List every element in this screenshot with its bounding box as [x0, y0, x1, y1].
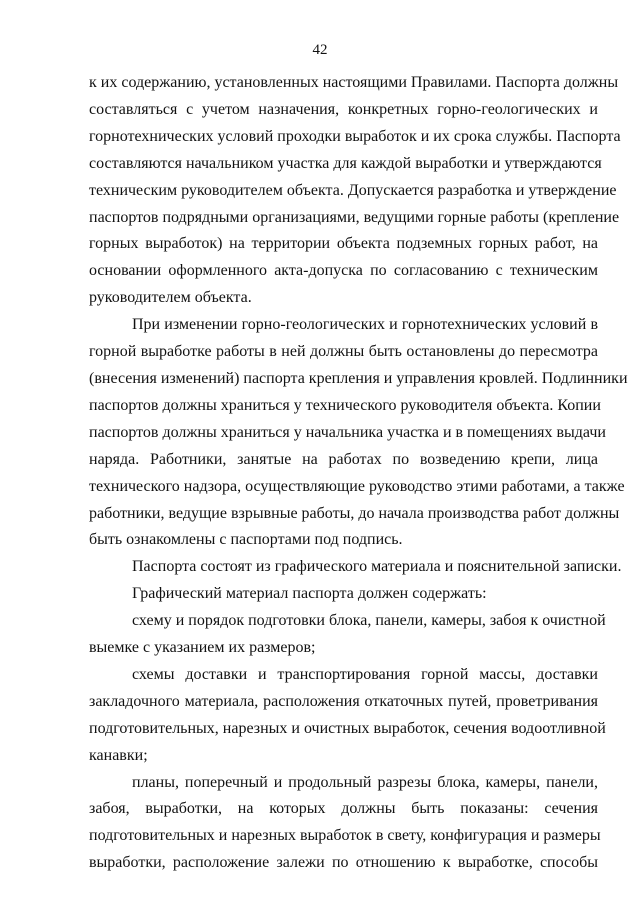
text-line: горных выработок) на территории объекта подземных горных работ, на	[89, 235, 598, 253]
text-line: забоя, выработки, на которых должны быть показаны: сечения	[89, 800, 598, 818]
text-line: паспортов должны храниться у начальника участка и в помещениях выдачи	[89, 423, 606, 441]
text-line: схему и порядок подготовки блока, панели, камеры, забоя к очистной	[132, 612, 606, 630]
text-line: основании оформленного акта-допуска по согласованию с техническим	[89, 262, 598, 280]
paragraph	[89, 662, 606, 770]
text-line: Графический материал паспорта должен содержать:	[132, 585, 487, 603]
text-line: подготовительных и нарезных выработок в свету, конфигурация и размеры	[89, 827, 601, 845]
paragraph	[89, 554, 622, 581]
text-line: подготовительных, нарезных и очистных выработок, сечения водоотливной	[89, 719, 606, 737]
text-line: работники, ведущие взрывные работы, до начала производства работ должны	[89, 504, 620, 522]
text-line: к их содержанию, установленных настоящими Правилами. Паспорта должны	[89, 74, 619, 91]
text-line: схемы доставки и транспортирования горной массы, доставки	[132, 665, 598, 683]
text-line: составляются начальником участка для каждой выработки и утверждаются	[89, 154, 602, 172]
text-line: При изменении горно-геологических и горнотехнических условий в	[132, 316, 598, 334]
paragraph	[89, 608, 606, 662]
text-line: паспортов подрядными организациями, ведущими горные работы (крепление	[89, 208, 620, 226]
text-line: выемке с указанием их размеров;	[89, 639, 316, 657]
text-line: закладочного материала, расположения откаточных путей, проветривания	[89, 692, 598, 710]
text-line: канавки;	[89, 746, 148, 764]
text-line: горной выработке работы в ней должны быть остановлены до пересмотра	[89, 343, 598, 361]
text-line: техническим руководителем объекта. Допускается разработка и утверждение	[89, 181, 617, 199]
paragraph	[89, 70, 621, 312]
text-line: горнотехнических условий проходки выработок и их срока службы. Паспорта	[89, 127, 621, 145]
text-line: паспортов должны храниться у технического руководителя объекта. Копии	[89, 396, 601, 414]
text-line: Паспорта состоят из графического материала и пояснительной записки.	[132, 558, 622, 576]
paragraph	[89, 581, 598, 608]
text-line: технического надзора, осуществляющие руководство этими работами, а также	[89, 477, 625, 495]
paragraph	[89, 770, 601, 878]
text-line: быть ознакомлены с паспортами под подпись.	[89, 531, 403, 549]
page-number: 42	[312, 42, 328, 58]
text-line: планы, поперечный и продольный разрезы блока, камеры, панели,	[132, 773, 598, 791]
text-line: руководителем объекта.	[89, 289, 252, 307]
paragraph	[89, 312, 628, 554]
document-body	[89, 70, 628, 877]
text-line: наряда. Работники, занятые на работах по возведению крепи, лица	[89, 450, 598, 468]
text-line: составляться с учетом назначения, конкретных горно-геологических и	[89, 100, 598, 118]
text-line: (внесения изменений) паспорта крепления и управления кровлей. Подлинники	[89, 369, 628, 387]
text-line: выработки, расположение залежи по отношению к выработке, способы	[89, 854, 598, 872]
